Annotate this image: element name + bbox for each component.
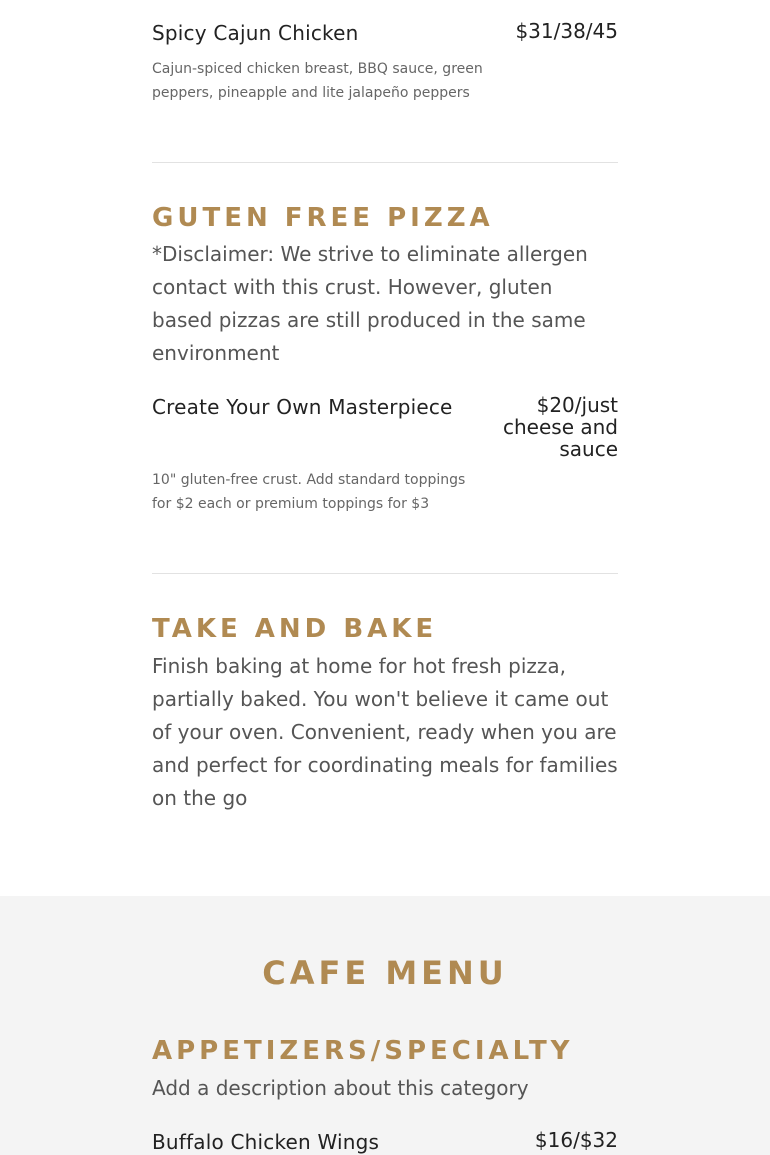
category-description: *Disclaimer: We strive to eliminate allergen contact with this crust. However, gluten based pizzas are still produced in the same environment [152, 242, 588, 365]
menu-item-price: $20/just cheese and sauce [503, 393, 618, 461]
menu-item-description: 10" gluten-free crust. Add standard toppings for $2 each or premium toppings for $3 [152, 472, 466, 512]
category-description: Add a description about this category [152, 1076, 529, 1100]
menu-title: CAFE MENU [262, 954, 508, 992]
menu-item-price: $31/38/45 [515, 19, 618, 43]
divider [152, 573, 618, 574]
menu-item-description: Cajun-spiced chicken breast, BBQ sauce, green peppers, pineapple and lite jalapeño peppers [152, 61, 483, 101]
cafe-menu-section [0, 896, 770, 1155]
menu-item-price: $16/$32 [534, 1128, 618, 1152]
category-title: TAKE AND BAKE [152, 614, 438, 644]
menu-item-name: Spicy Cajun Chicken [152, 21, 359, 45]
category-description: Finish baking at home for hot fresh pizza, partially baked. You won't believe it came out of your oven. Convenient, ready when you are and perfect for coordinating meals for families on the go [152, 654, 618, 810]
menu-item-name: Buffalo Chicken Wings [152, 1130, 380, 1154]
category-title: GUTEN FREE PIZZA [152, 203, 494, 233]
category-title: APPETIZERS/SPECIALTY [152, 1036, 574, 1066]
divider [152, 162, 618, 163]
menu-item-name: Create Your Own Masterpiece [152, 395, 453, 419]
